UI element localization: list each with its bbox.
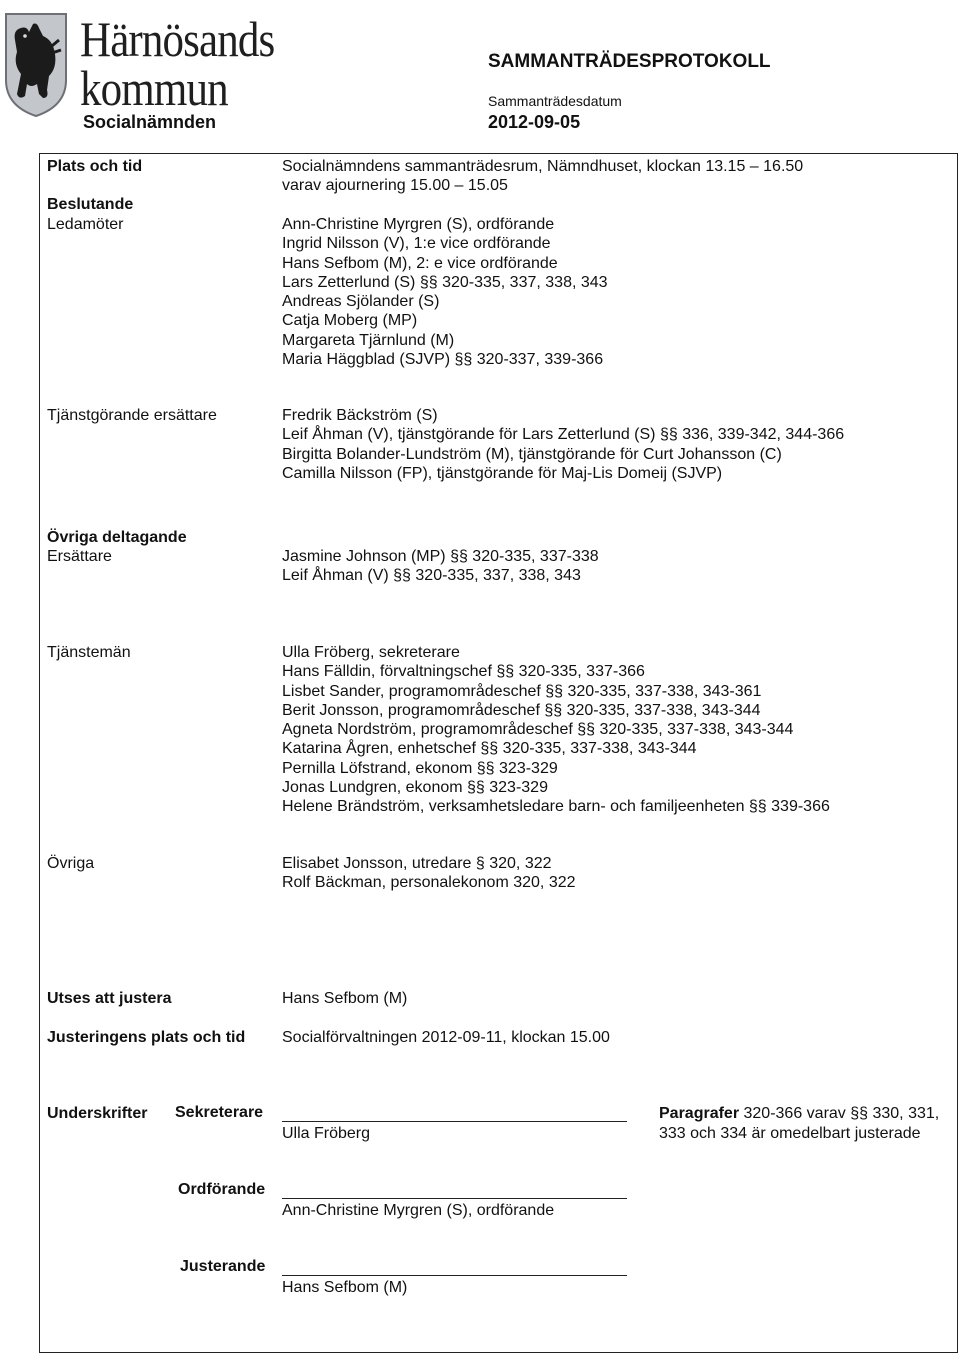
- ordforande-name: Ann-Christine Myrgren (S), ordförande: [282, 1202, 555, 1219]
- ordforande-signature-line: [282, 1198, 627, 1199]
- justerande-signature-line: [282, 1275, 627, 1276]
- list-item: Agneta Nordström, programområdeschef §§ 320-335, 337-338, 343-344: [282, 721, 794, 739]
- plats-label: Plats och tid: [47, 158, 143, 175]
- list-item: Catja Moberg (MP): [282, 312, 418, 330]
- paragrafer-block: [659, 1104, 939, 1143]
- list-item: Katarina Ågren, enhetschef §§ 320-335, 337-338, 343-344: [282, 740, 697, 758]
- list-item: Fredrik Bäckström (S): [282, 407, 438, 424]
- paragrafer-line: 333 och 334 är omedelbart justerade: [659, 1124, 921, 1142]
- paragrafer-line: 320-366 varav §§ 330, 331,: [743, 1105, 940, 1122]
- utses-value: Hans Sefbom (M): [282, 990, 408, 1007]
- date-label: Sammanträdesdatum: [488, 93, 622, 109]
- justerande-name: Hans Sefbom (M): [282, 1279, 408, 1296]
- ovriga-ersattare-list: [282, 547, 599, 586]
- tjanstemann-label: Tjänstemän: [47, 644, 131, 661]
- beslutande-label: Beslutande: [47, 196, 134, 213]
- org-name-line1: Härnösands: [80, 11, 275, 67]
- list-item: Maria Häggblad (SJVP) §§ 320-337, 339-366: [282, 351, 604, 369]
- list-item: Pernilla Löfstrand, ekonom §§ 323-329: [282, 759, 558, 777]
- list-item: Ingrid Nilsson (V), 1:e vice ordförande: [282, 235, 551, 253]
- list-item: Ulla Fröberg, sekreterare: [282, 644, 460, 661]
- list-item: Andreas Sjölander (S): [282, 293, 440, 311]
- list-item: Camilla Nilsson (FP), tjänstgörande för Maj-Lis Domeij (SJVP): [282, 464, 723, 482]
- ledamoter-label: Ledamöter: [47, 216, 124, 233]
- ovriga-list: [282, 854, 576, 893]
- justering-plats-value: Socialförvaltningen 2012-09-11, klockan 15.00: [282, 1029, 610, 1046]
- coat-of-arms-bear-icon: [3, 10, 69, 118]
- sekreterare-name: Ulla Fröberg: [282, 1125, 371, 1142]
- logo: [3, 10, 69, 118]
- department-name: Socialnämnden: [83, 112, 217, 132]
- list-item: Margareta Tjärnlund (M): [282, 331, 455, 349]
- list-item: Ann-Christine Myrgren (S), ordförande: [282, 216, 555, 233]
- list-item: Hans Fälldin, förvaltningschef §§ 320-335, 337-366: [282, 663, 645, 681]
- plats-line: Socialnämndens sammanträdesrum, Nämndhuset, klockan 13.15 – 16.50: [282, 158, 804, 175]
- justerande-label: Justerande: [180, 1258, 266, 1275]
- doc-type: SAMMANTRÄDESPROTOKOLL: [488, 51, 771, 72]
- list-item: Jonas Lundgren, ekonom §§ 323-329: [282, 779, 548, 797]
- justering-plats-label: Justeringens plats och tid: [47, 1029, 246, 1046]
- list-item: Lars Zetterlund (S) §§ 320-335, 337, 338, 343: [282, 273, 608, 291]
- org-name-line2: kommun: [80, 60, 228, 116]
- paragrafer-label: Paragrafer: [659, 1105, 740, 1122]
- plats-line: varav ajournering 15.00 – 15.05: [282, 177, 508, 195]
- list-item: Lisbet Sander, programområdeschef §§ 320-335, 337-338, 343-361: [282, 682, 762, 700]
- ledamoter-list: [282, 215, 608, 369]
- underskrifter-label: Underskrifter: [47, 1105, 148, 1122]
- utses-label: Utses att justera: [47, 990, 172, 1007]
- ordforande-label: Ordförande: [178, 1181, 266, 1198]
- plats-value: [282, 157, 803, 196]
- list-item: Birgitta Bolander-Lundström (M), tjänstgörande för Curt Johansson (C): [282, 445, 782, 463]
- list-item: Rolf Bäckman, personalekonom 320, 322: [282, 874, 576, 892]
- ovriga-label: Övriga: [47, 855, 95, 872]
- ovriga-deltagande-label: Övriga deltagande: [47, 529, 187, 546]
- sekreterare-signature-line: [282, 1121, 627, 1122]
- list-item: Elisabet Jonsson, utredare § 320, 322: [282, 855, 552, 872]
- list-item: Hans Sefbom (M), 2: e vice ordförande: [282, 254, 558, 272]
- ersattare-label: Tjänstgörande ersättare: [47, 407, 217, 424]
- tjanstemann-list: [282, 643, 830, 817]
- sekreterare-label: Sekreterare: [175, 1104, 264, 1121]
- list-item: Helene Brändström, verksamhetsledare barn- och familjeenheten §§ 339-366: [282, 798, 830, 816]
- list-item: Berit Jonsson, programområdeschef §§ 320-335, 337-338, 343-344: [282, 701, 761, 719]
- date-value: 2012-09-05: [488, 112, 581, 132]
- ovriga-ersattare-label: Ersättare: [47, 548, 112, 565]
- list-item: Leif Åhman (V) §§ 320-335, 337, 338, 343: [282, 567, 581, 585]
- ersattare-list: [282, 406, 844, 483]
- list-item: Leif Åhman (V), tjänstgörande för Lars Zetterlund (S) §§ 336, 339-342, 344-366: [282, 426, 845, 444]
- list-item: Jasmine Johnson (MP) §§ 320-335, 337-338: [282, 548, 599, 565]
